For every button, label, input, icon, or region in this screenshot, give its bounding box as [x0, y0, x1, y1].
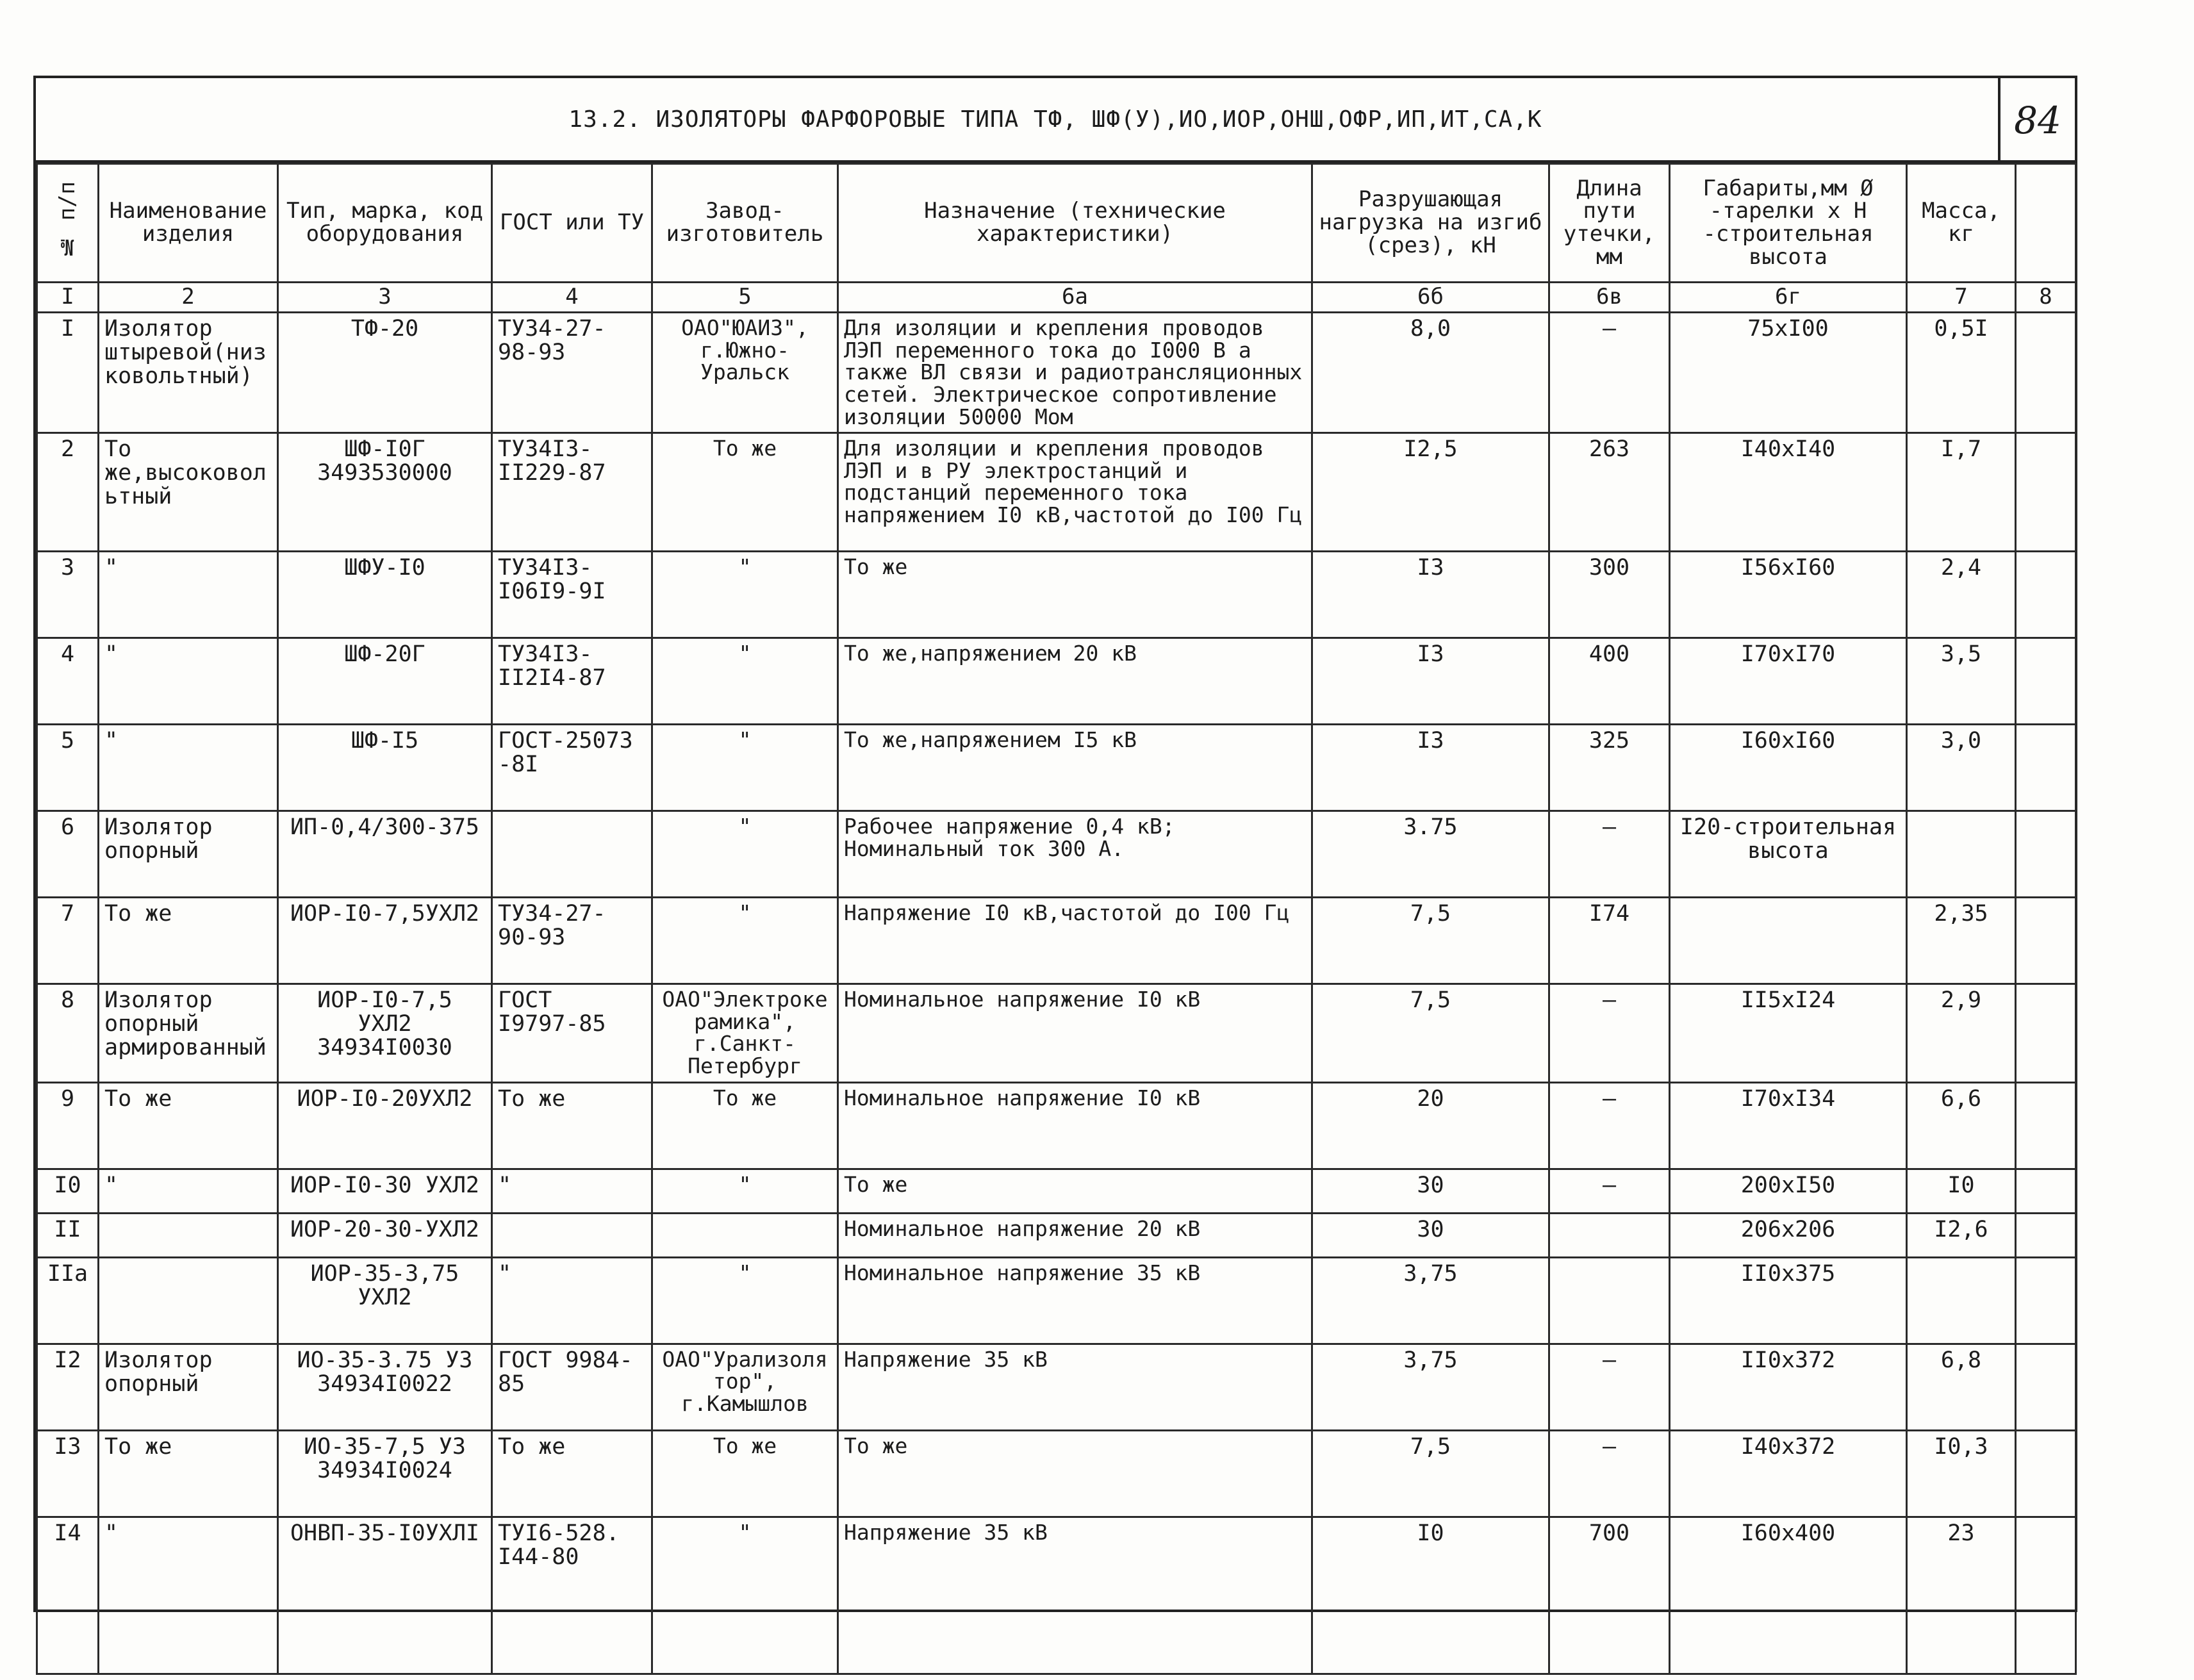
row-dims: I40хI40: [1670, 433, 1907, 552]
row-name: Изолятор опорный: [99, 1344, 278, 1430]
table-row: [37, 811, 2076, 898]
row-gost: То же: [492, 1082, 652, 1169]
row-leak: 700: [1549, 1517, 1670, 1674]
table-row: [37, 1082, 2076, 1169]
row-extra: [2016, 1082, 2076, 1169]
row-gost: ТУ34-27-90-93: [492, 898, 652, 984]
row-type: ИО-35-3.75 УЗ 34934I0022: [278, 1344, 492, 1430]
row-load: I2,5: [1312, 433, 1549, 552]
row-dims: I60хI60: [1670, 725, 1907, 811]
row-purpose: Напряжение I0 кВ,частотой до I00 Гц: [838, 898, 1312, 984]
row-extra: [2016, 811, 2076, 898]
col-num: 5: [652, 283, 838, 313]
col-header-type: Тип, марка, код оборудования: [278, 164, 492, 283]
col-num: 7: [1907, 283, 2016, 313]
row-number: 4: [37, 638, 99, 725]
table-row: [37, 898, 2076, 984]
row-name: Изолятор опорный: [99, 811, 278, 898]
row-type: ШФ-I0Г 3493530000: [278, 433, 492, 552]
row-purpose: Напряжение 35 кВ: [838, 1344, 1312, 1430]
row-number: 8: [37, 984, 99, 1083]
row-purpose: То же,напряжением I5 кВ: [838, 725, 1312, 811]
row-type: ИО-35-7,5 УЗ 34934I0024: [278, 1430, 492, 1517]
row-mass: 6,8: [1907, 1344, 2016, 1430]
insulators-table: [36, 163, 2077, 1675]
title-text: 13.2. ИЗОЛЯТОРЫ ФАРФОРОВЫЕ ТИПА ТФ, ШФ(У),ИО,ИОР,ОНШ,ОФР,ИП,ИТ,СА,К: [568, 106, 1542, 133]
page-number: 84: [1998, 78, 2075, 163]
row-gost: [492, 1213, 652, 1257]
row-leak: 263: [1549, 433, 1670, 552]
table-row: [37, 313, 2076, 433]
row-mass: 2,4: [1907, 552, 2016, 638]
row-mass: 2,35: [1907, 898, 2016, 984]
row-type: ИП-0,4/300-375: [278, 811, 492, 898]
row-mass: [1907, 1257, 2016, 1344]
row-type: ИОР-I0-7,5УХЛ2: [278, 898, 492, 984]
row-dims: I70хI34: [1670, 1082, 1907, 1169]
row-maker: ": [652, 725, 838, 811]
row-leak: –: [1549, 1344, 1670, 1430]
row-leak: –: [1549, 1082, 1670, 1169]
row-number: I4: [37, 1517, 99, 1674]
row-leak: [1549, 1257, 1670, 1344]
row-purpose: То же,напряжением 20 кВ: [838, 638, 1312, 725]
row-extra: [2016, 898, 2076, 984]
col-num: 6г: [1670, 283, 1907, 313]
table-row: [37, 984, 2076, 1083]
row-name: ": [99, 638, 278, 725]
col-header-load: Разрушающая нагрузка на изгиб (срез), кН: [1312, 164, 1549, 283]
row-mass: 0,5I: [1907, 313, 2016, 433]
row-load: 30: [1312, 1213, 1549, 1257]
row-gost: ГОСТ-25073-8I: [492, 725, 652, 811]
row-gost: ТУ34-27-98-93: [492, 313, 652, 433]
row-number: I3: [37, 1430, 99, 1517]
row-maker: ": [652, 1169, 838, 1213]
row-number: IIа: [37, 1257, 99, 1344]
row-mass: [1907, 811, 2016, 898]
row-load: 7,5: [1312, 984, 1549, 1083]
row-extra: [2016, 552, 2076, 638]
row-number: I2: [37, 1344, 99, 1430]
row-extra: [2016, 1257, 2076, 1344]
row-extra: [2016, 1213, 2076, 1257]
col-header-extra: [2016, 164, 2076, 283]
row-purpose: То же: [838, 1430, 1312, 1517]
row-mass: I2,6: [1907, 1213, 2016, 1257]
row-leak: 300: [1549, 552, 1670, 638]
row-dims: I20-строительная высота: [1670, 811, 1907, 898]
row-maker: ОАО"Урализолятор", г.Камышлов: [652, 1344, 838, 1430]
col-num: 6в: [1549, 283, 1670, 313]
row-dims: [1670, 898, 1907, 984]
row-dims: I56хI60: [1670, 552, 1907, 638]
row-maker: ": [652, 811, 838, 898]
row-dims: II5хI24: [1670, 984, 1907, 1083]
row-mass: 6,6: [1907, 1082, 2016, 1169]
row-maker: ОАО"Электрокерамика", г.Санкт-Петербург: [652, 984, 838, 1083]
row-extra: [2016, 984, 2076, 1083]
row-load: I3: [1312, 552, 1549, 638]
row-extra: [2016, 313, 2076, 433]
row-type: ТФ-20: [278, 313, 492, 433]
col-header-name: Наименование изделия: [99, 164, 278, 283]
row-maker: То же: [652, 1430, 838, 1517]
col-header-gost: ГОСТ или ТУ: [492, 164, 652, 283]
row-maker: ": [652, 552, 838, 638]
row-name: То же,высоковольтный: [99, 433, 278, 552]
row-name: ": [99, 552, 278, 638]
row-mass: I0,3: [1907, 1430, 2016, 1517]
header-row: [37, 164, 2076, 283]
row-extra: [2016, 1430, 2076, 1517]
row-gost: ТУI6-528. I44-80: [492, 1517, 652, 1674]
row-number: I: [37, 313, 99, 433]
row-leak: [1549, 1213, 1670, 1257]
row-name: То же: [99, 898, 278, 984]
row-number: I0: [37, 1169, 99, 1213]
row-gost: ТУ34I3-II229-87: [492, 433, 652, 552]
row-maker: [652, 1213, 838, 1257]
row-type: ШФ-20Г: [278, 638, 492, 725]
row-leak: –: [1549, 811, 1670, 898]
row-gost: ТУ34I3-II2I4-87: [492, 638, 652, 725]
col-header-mass: Масса, кг: [1907, 164, 2016, 283]
row-number: 6: [37, 811, 99, 898]
row-purpose: Номинальное напряжение I0 кВ: [838, 984, 1312, 1083]
row-type: ШФ-I5: [278, 725, 492, 811]
row-extra: [2016, 725, 2076, 811]
col-num: 6б: [1312, 283, 1549, 313]
row-extra: [2016, 638, 2076, 725]
row-leak: –: [1549, 1430, 1670, 1517]
row-number: 9: [37, 1082, 99, 1169]
row-dims: II0х372: [1670, 1344, 1907, 1430]
table-body: [37, 313, 2076, 1674]
table-row: [37, 1344, 2076, 1430]
row-load: I3: [1312, 638, 1549, 725]
col-num: 6а: [838, 283, 1312, 313]
row-name: ": [99, 1169, 278, 1213]
row-load: 3.75: [1312, 811, 1549, 898]
row-purpose: Для изоляции и крепления проводов ЛЭП переменного тока до I000 В а также ВЛ связи и радиотрансляционных сетей. Электрическое сопротивление изоляции 50000 Мом: [838, 313, 1312, 433]
row-purpose: То же: [838, 552, 1312, 638]
row-maker: То же: [652, 1082, 838, 1169]
row-type: ИОР-20-30-УХЛ2: [278, 1213, 492, 1257]
row-type: ШФУ-I0: [278, 552, 492, 638]
row-mass: 3,0: [1907, 725, 2016, 811]
row-dims: 206х206: [1670, 1213, 1907, 1257]
row-load: 8,0: [1312, 313, 1549, 433]
col-num: 2: [99, 283, 278, 313]
row-maker: ": [652, 1257, 838, 1344]
row-mass: 23: [1907, 1517, 2016, 1674]
row-dims: I60х400: [1670, 1517, 1907, 1674]
row-number: 2: [37, 433, 99, 552]
table-row: [37, 1213, 2076, 1257]
table-row: [37, 725, 2076, 811]
col-num: 4: [492, 283, 652, 313]
row-name: ": [99, 725, 278, 811]
row-type: ИОР-I0-20УХЛ2: [278, 1082, 492, 1169]
row-gost: ГОСТ 9984-85: [492, 1344, 652, 1430]
row-extra: [2016, 1344, 2076, 1430]
row-type: ИОР-I0-7,5 УХЛ2 34934I0030: [278, 984, 492, 1083]
row-dims: I70хI70: [1670, 638, 1907, 725]
row-name: Изолятор опорный армированный: [99, 984, 278, 1083]
row-dims: II0х375: [1670, 1257, 1907, 1344]
col-header-purpose: Назначение (технические характеристики): [838, 164, 1312, 283]
table-row: [37, 1517, 2076, 1674]
row-load: 7,5: [1312, 1430, 1549, 1517]
col-header-maker: Завод-изготовитель: [652, 164, 838, 283]
row-name: [99, 1257, 278, 1344]
row-extra: [2016, 1517, 2076, 1674]
table-row: [37, 1169, 2076, 1213]
col-num: 8: [2016, 283, 2076, 313]
row-number: 3: [37, 552, 99, 638]
column-number-row: [37, 283, 2076, 313]
table-row: [37, 433, 2076, 552]
row-load: 20: [1312, 1082, 1549, 1169]
row-number: II: [37, 1213, 99, 1257]
row-gost: [492, 811, 652, 898]
table-row: [37, 1430, 2076, 1517]
row-maker: ": [652, 898, 838, 984]
row-gost: ТУ34I3-I06I9-9I: [492, 552, 652, 638]
col-num: 3: [278, 283, 492, 313]
row-number: 5: [37, 725, 99, 811]
row-mass: 2,9: [1907, 984, 2016, 1083]
row-purpose: Напряжение 35 кВ: [838, 1517, 1312, 1674]
row-leak: –: [1549, 313, 1670, 433]
row-dims: I40х372: [1670, 1430, 1907, 1517]
row-gost: ": [492, 1257, 652, 1344]
row-maker: То же: [652, 433, 838, 552]
row-name: То же: [99, 1082, 278, 1169]
row-maker: ": [652, 638, 838, 725]
col-header-num: № п/п: [37, 164, 99, 283]
row-purpose: Номинальное напряжение 20 кВ: [838, 1213, 1312, 1257]
row-extra: [2016, 1169, 2076, 1213]
row-mass: I,7: [1907, 433, 2016, 552]
row-name: Изолятор штыревой(низковольтный): [99, 313, 278, 433]
table-row: [37, 552, 2076, 638]
row-load: 3,75: [1312, 1257, 1549, 1344]
row-purpose: То же: [838, 1169, 1312, 1213]
row-purpose: Рабочее напряжение 0,4 кВ; Номинальный ток 300 А.: [838, 811, 1312, 898]
row-dims: 200хI50: [1670, 1169, 1907, 1213]
row-name: То же: [99, 1430, 278, 1517]
row-leak: 400: [1549, 638, 1670, 725]
page-title: [36, 78, 2075, 163]
row-leak: 325: [1549, 725, 1670, 811]
row-load: 7,5: [1312, 898, 1549, 984]
row-mass: I0: [1907, 1169, 2016, 1213]
row-type: ОНВП-35-I0УХЛI: [278, 1517, 492, 1674]
row-dims: 75хI00: [1670, 313, 1907, 433]
row-type: ИОР-35-3,75 УХЛ2: [278, 1257, 492, 1344]
col-header-leak: Длина пути утечки, мм: [1549, 164, 1670, 283]
row-leak: I74: [1549, 898, 1670, 984]
row-extra: [2016, 433, 2076, 552]
table-row: [37, 1257, 2076, 1344]
row-maker: ": [652, 1517, 838, 1674]
row-load: 30: [1312, 1169, 1549, 1213]
row-name: [99, 1213, 278, 1257]
col-num: I: [37, 283, 99, 313]
row-mass: 3,5: [1907, 638, 2016, 725]
row-purpose: Номинальное напряжение 35 кВ: [838, 1257, 1312, 1344]
row-load: 3,75: [1312, 1344, 1549, 1430]
row-type: ИОР-I0-30 УХЛ2: [278, 1169, 492, 1213]
table-row: [37, 638, 2076, 725]
row-gost: То же: [492, 1430, 652, 1517]
row-load: I0: [1312, 1517, 1549, 1674]
row-maker: ОАО"ЮАИЗ", г.Южно-Уральск: [652, 313, 838, 433]
row-number: 7: [37, 898, 99, 984]
row-leak: –: [1549, 984, 1670, 1083]
row-purpose: Для изоляции и крепления проводов ЛЭП и в РУ электростанций и подстанций переменного тока напряжением I0 кВ,частотой до I00 Гц: [838, 433, 1312, 552]
row-name: ": [99, 1517, 278, 1674]
row-gost: ГОСТ I9797-85: [492, 984, 652, 1083]
row-purpose: Номинальное напряжение I0 кВ: [838, 1082, 1312, 1169]
row-gost: ": [492, 1169, 652, 1213]
col-header-dims: Габариты,мм Ø -тарелки х Н -строительная высота: [1670, 164, 1907, 283]
row-load: I3: [1312, 725, 1549, 811]
row-leak: –: [1549, 1169, 1670, 1213]
document-frame: [33, 76, 2077, 1612]
